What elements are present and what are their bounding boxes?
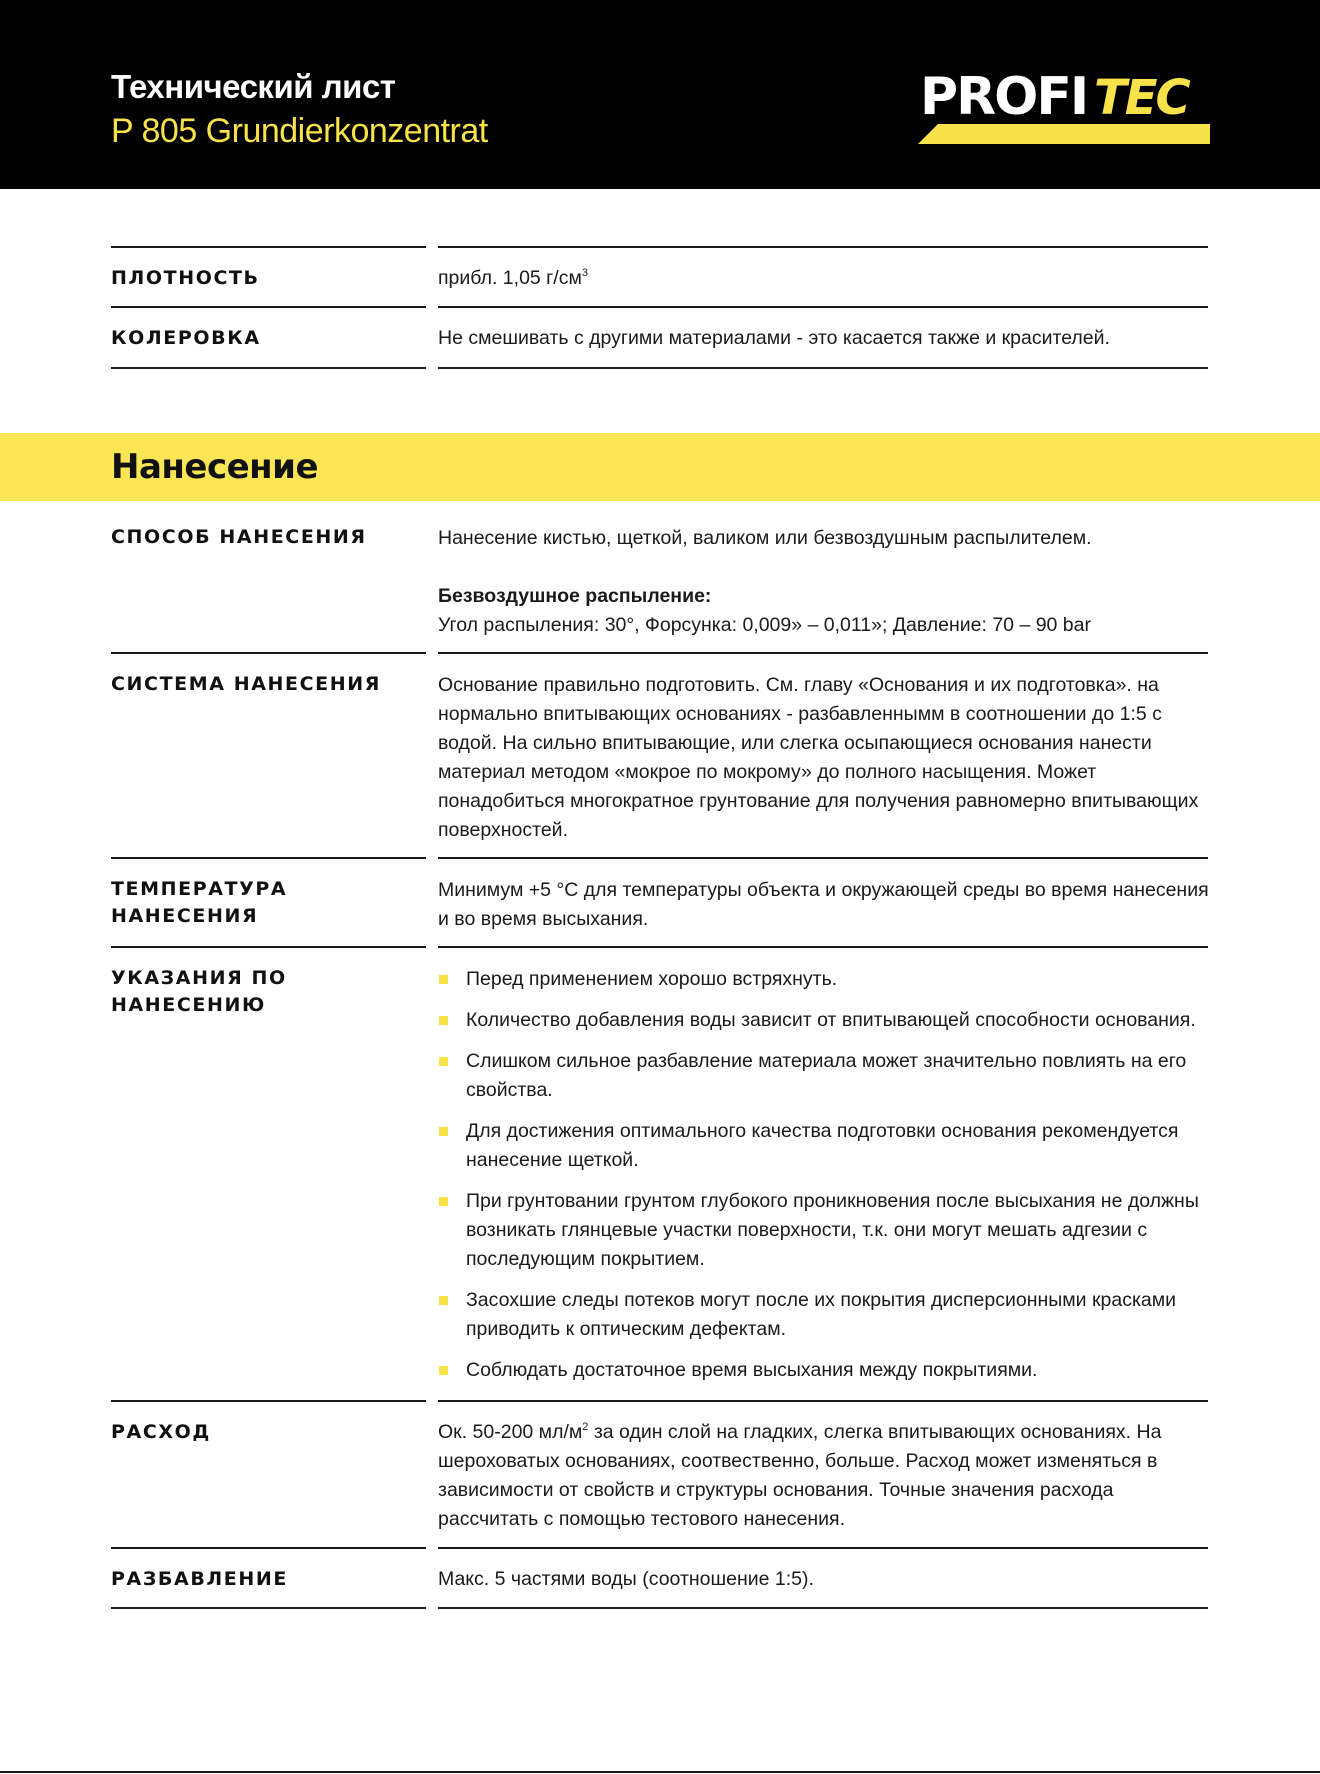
logo-text-profi: PROFI xyxy=(920,67,1088,127)
density-label: ПЛОТНОСТЬ xyxy=(111,267,260,289)
bullet-square-icon xyxy=(439,1296,448,1305)
instructions-label: УКАЗАНИЯ ПО НАНЕСЕНИЮ xyxy=(111,967,287,1016)
dilution-value: Макс. 5 частями воды (соотношение 1:5). xyxy=(438,1568,814,1590)
list-item: Соблюдать достаточное время высыхания между покрытиями. xyxy=(438,1356,1210,1385)
divider xyxy=(438,367,1208,369)
divider xyxy=(111,857,426,859)
section-band xyxy=(0,433,1320,501)
dilution-label: РАЗБАВЛЕНИЕ xyxy=(111,1568,288,1590)
divider xyxy=(438,857,1208,859)
divider xyxy=(111,246,426,248)
section-title: Нанесение xyxy=(111,447,319,487)
bullet-square-icon xyxy=(439,1016,448,1025)
system-value: Основание правильно подготовить. См. главу «Основания и их подготовка». на нормально впитывающих основаниях - разбавленнымм в соотношении до 1:5 с водой. На сильно впитывающие, или слегка осыпающиеся основания нанести материал методом «мокрое по мокрому» до полного насыщения. Может понадобиться многократное грунтование для получения равномерно впитывающих поверхностей. xyxy=(438,674,1199,841)
density-value xyxy=(438,264,1210,293)
logo-text-tec: TEC xyxy=(1094,70,1189,126)
header-bar xyxy=(0,0,1320,189)
consumption-value: Ок. 50-200 $мл/м^2$ за один слой на гладких, слегка впитывающих основаниях. На шероховатых основаниях, соотвественно, больше. Расход может изменяться в зависимости от свойств и структуры основания. Точные значения расхода рассчитать с помощью тестового нанесения. xyxy=(438,1421,1162,1530)
profitec-logo xyxy=(918,62,1210,144)
list-item: Количество добавления воды зависит от впитывающей способности основания. xyxy=(438,1006,1210,1035)
divider xyxy=(111,1607,426,1609)
temperature-value: Минимум +5 °C для температуры объекта и окружающей среды во время нанесения и во время высыхания. xyxy=(438,879,1209,930)
list-item: Слишком сильное разбавление материала может значительно повлиять на его свойства. xyxy=(438,1047,1210,1105)
list-item: Перед применением хорошо встряхнуть. xyxy=(438,965,1210,994)
method-value xyxy=(438,524,1210,640)
page-bottom-border xyxy=(0,1771,1320,1773)
airless-title: Безвоздушное распыление: xyxy=(438,585,712,607)
method-label: СПОСОБ НАНЕСЕНИЯ xyxy=(111,526,367,548)
divider xyxy=(438,306,1208,308)
consumption-label: РАСХОД xyxy=(111,1421,211,1443)
instructions-value xyxy=(438,965,1210,1397)
list-item: Для достижения оптимального качества подготовки основания рекомендуется нанесение щеткой. xyxy=(438,1117,1210,1175)
divider xyxy=(438,1547,1208,1549)
density-unit-superscript: 3 xyxy=(581,267,588,279)
list-item: Засохшие следы потеков могут после их покрытия дисперсионными красками приводить к оптическим дефектам. xyxy=(438,1286,1210,1344)
tinting-label: КОЛЕРОВКА xyxy=(111,327,261,349)
divider xyxy=(111,367,426,369)
divider xyxy=(111,306,426,308)
divider xyxy=(111,652,426,654)
density-value-text: прибл. 1,05 г/см xyxy=(438,267,582,289)
tinting-value: Не смешивать с другими материалами - это касается также и красителей. xyxy=(438,327,1110,349)
instructions-list xyxy=(438,965,1210,1385)
bullet-square-icon xyxy=(439,1127,448,1136)
bullet-square-icon xyxy=(439,1197,448,1206)
divider xyxy=(438,946,1208,948)
temperature-label: ТЕМПЕРАТУРА НАНЕСЕНИЯ xyxy=(111,878,288,927)
bullet-square-icon xyxy=(439,975,448,984)
document-title: Технический лист xyxy=(111,68,396,105)
divider xyxy=(111,1547,426,1549)
divider xyxy=(438,1400,1208,1402)
divider xyxy=(111,946,426,948)
airless-text: Угол распыления: 30°, Форсунка: 0,009» – 0,011»; Давление: 70 – 90 bar xyxy=(438,614,1091,636)
method-text: Нанесение кистью, щеткой, валиком или безвоздушным распылителем. xyxy=(438,527,1092,549)
consumption-unit-superscript: 2 xyxy=(582,1421,589,1433)
system-label: СИСТЕМА НАНЕСЕНИЯ xyxy=(111,673,381,695)
divider xyxy=(438,246,1208,248)
divider xyxy=(111,1400,426,1402)
product-name: P 805 Grundierkonzentrat xyxy=(111,112,488,150)
divider xyxy=(438,652,1208,654)
bullet-square-icon xyxy=(439,1366,448,1375)
list-item: При грунтовании грунтом глубокого проникновения после высыхания не должны возникать глянцевые участки поверхности, т.к. они могут мешать адгезии с последующим покрытием. xyxy=(438,1187,1210,1274)
divider xyxy=(438,1607,1208,1609)
bullet-square-icon xyxy=(439,1057,448,1066)
logo-underline-shape xyxy=(918,124,1210,144)
